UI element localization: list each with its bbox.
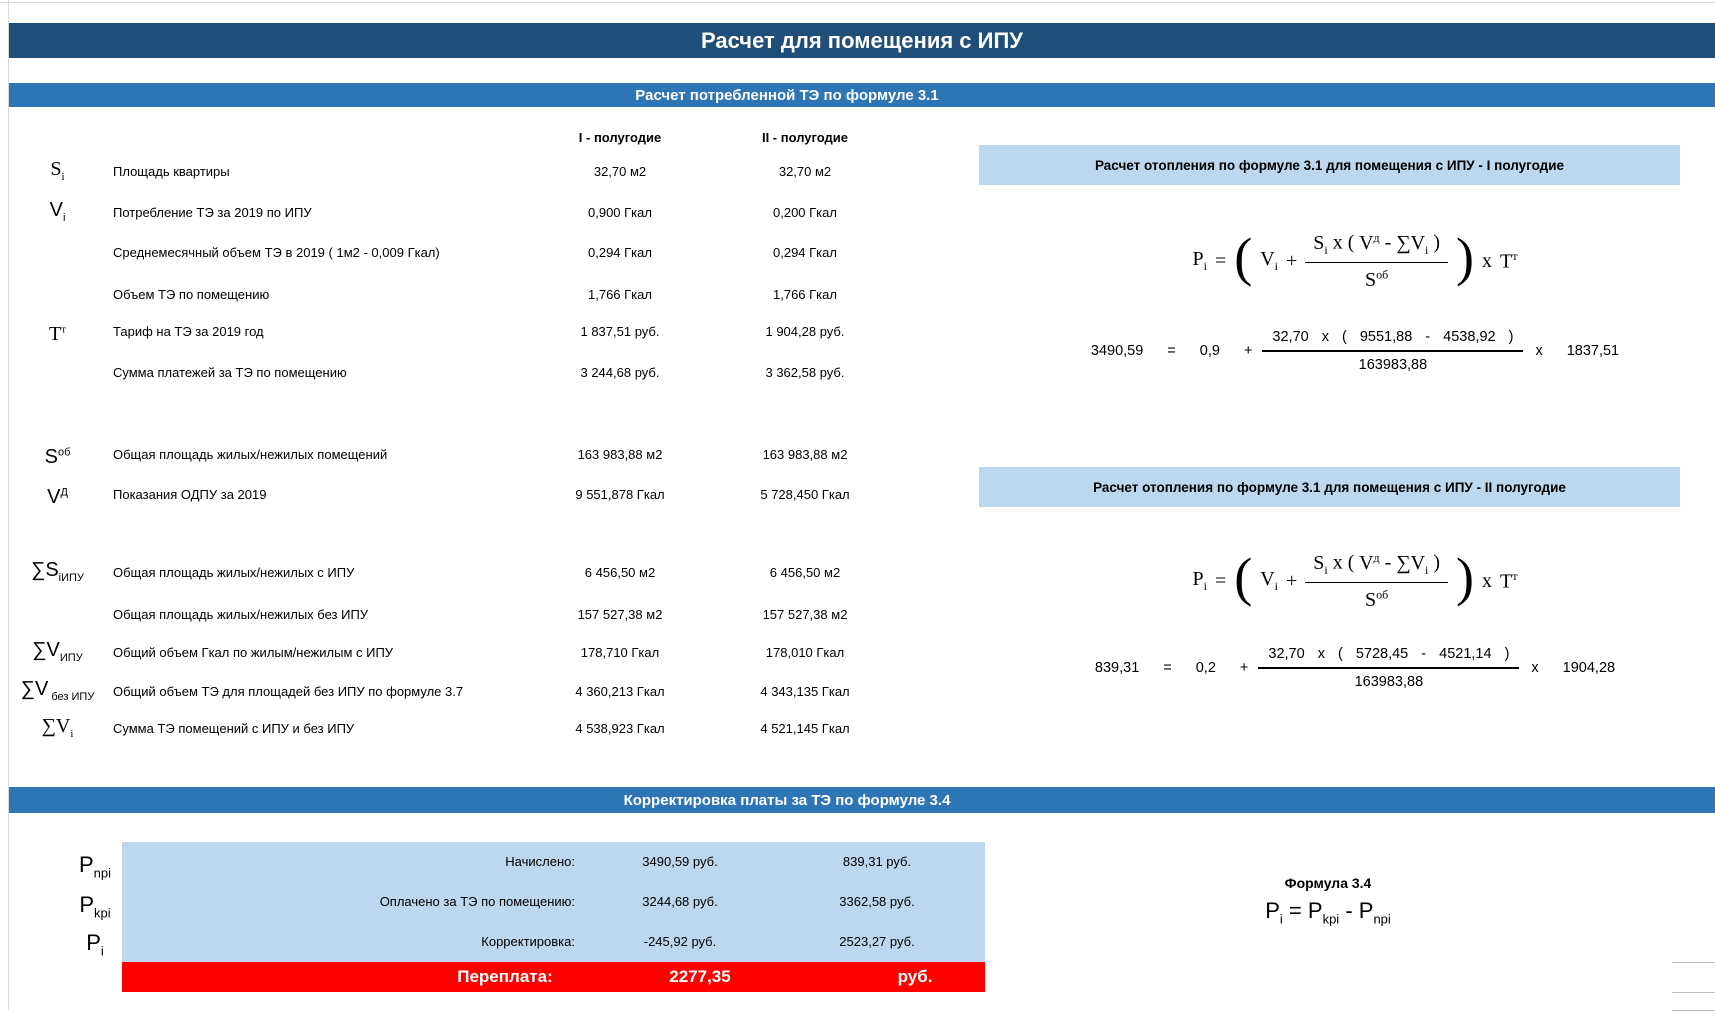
calc1-tariff: 1837,51 [1566, 343, 1620, 359]
row-symbol: $\sum V_i$ [41, 715, 74, 740]
calc-line-h1 [1000, 320, 1710, 382]
table-row [0, 715, 1000, 740]
formula-3-1-rendered-h2: $P_i$ = ( $V_i$ + $S_i$ x ( $V^д - \sum V_i$ ) $S^{об}$ ) x $T^т$ [1192, 547, 1518, 611]
row-label: Тариф на ТЭ за 2019 год [113, 324, 264, 339]
row-symbol: $S^{об}$ [44, 445, 71, 468]
row-value-h2: 6 456,50 м2 [769, 565, 841, 580]
row-label: Общая площадь жилых/нежилых без ИПУ [113, 607, 369, 622]
row-value-h2: 1,766 Гкал [773, 287, 837, 302]
table-row [0, 678, 1000, 703]
adjustment-row-value-h1: -245,92 руб. [643, 934, 717, 949]
column-header-half2: II - полугодие [761, 130, 849, 145]
row-value-h1: 163 983,88 м2 [577, 447, 663, 462]
calc2-v: 0,2 [1195, 660, 1216, 676]
row-value-h2: 5 728,450 Гкал [760, 487, 850, 502]
row-symbol: $T^т$ [48, 322, 67, 345]
row-label: Общий объем ТЭ для площадей без ИПУ по формуле 3.7 [113, 684, 464, 699]
row-value-h2: 178,010 Гкал [765, 645, 845, 660]
row-label: Показания ОДПУ за 2019 [113, 487, 267, 502]
table-row [0, 364, 1000, 382]
adjustment-row-value-h2: 3362,58 руб. [839, 894, 915, 909]
big-paren: ( [1234, 547, 1253, 608]
row-value-h1: 3 244,68 руб. [580, 365, 660, 380]
row-value-h1: 1 837,51 руб. [580, 324, 660, 339]
row-label: Сумма платежей за ТЭ по помещению [113, 365, 347, 380]
page-title: Расчет для помещения с ИПУ [701, 27, 1023, 53]
row-label: Среднемесячный объем ТЭ в 2019 ( 1м2 - 0,009 Гкал) [113, 245, 440, 260]
row-value-h2: 32,70 м2 [778, 164, 832, 179]
row-value-h2: 0,200 Гкал [773, 205, 837, 220]
adjustment-row-label: Начислено: [505, 854, 575, 869]
row-value-h2: 1 904,28 руб. [765, 324, 845, 339]
calc1-result: 3490,59 [1090, 343, 1144, 359]
overpayment-unit: руб. [897, 967, 933, 986]
row-symbol: $\sum V_{ИПУ}$ [32, 639, 83, 664]
column-header-half1: I - полугодие [578, 130, 662, 145]
row-symbol: $S_i$ [50, 158, 65, 183]
row-symbol: $V^Д$ [47, 485, 68, 508]
table-row [0, 559, 1000, 584]
table-row [0, 639, 1000, 664]
row-value-h1: 157 527,38 м2 [577, 607, 663, 622]
adjustment-row-value-h1: 3490,59 руб. [642, 854, 718, 869]
table-row [0, 199, 1000, 224]
row-value-h2: 157 527,38 м2 [762, 607, 848, 622]
row-value-h1: 1,766 Гкал [588, 287, 652, 302]
big-paren: ) [1456, 547, 1475, 608]
formula-3-4-block [1128, 875, 1528, 926]
adjustment-row-value-h2: 839,31 руб. [842, 854, 912, 869]
adjustment-table [122, 842, 985, 962]
row-value-h2: 3 362,58 руб. [765, 365, 845, 380]
symbol-p-kpi: $P_{kpi}$ [79, 892, 111, 921]
adjustment-row-label: Корректировка: [481, 934, 575, 949]
table-row [0, 606, 1000, 624]
gridline-right-segment [1672, 1010, 1715, 1011]
gridline-right-segment [1672, 992, 1715, 993]
row-value-h2: 4 343,135 Гкал [760, 684, 850, 699]
row-value-h2: 0,294 Гкал [773, 245, 837, 260]
calc2-equals: = [1163, 660, 1172, 676]
main-title-bar [9, 23, 1715, 58]
adjustment-row [122, 922, 985, 962]
row-label: Сумма ТЭ помещений с ИПУ и без ИПУ [113, 721, 355, 736]
row-value-h1: 0,900 Гкал [588, 205, 652, 220]
calc1-times: x [1535, 343, 1543, 359]
table-row [0, 485, 1000, 508]
section-2-title-bar [9, 787, 1715, 813]
calc1-equals: = [1167, 343, 1176, 359]
calc1-v: 0,9 [1199, 343, 1220, 359]
calc1-fraction [1262, 329, 1523, 373]
table-row [0, 322, 1000, 345]
big-paren: ( [1234, 227, 1253, 288]
adjustment-row-value-h2: 2523,27 руб. [839, 934, 915, 949]
section-2-title: Корректировка платы за ТЭ по формуле 3.4 [623, 791, 951, 809]
row-value-h1: 0,294 Гкал [588, 245, 652, 260]
formula-3-1-rendered-h1: $P_i$ = ( $V_i$ + $S_i$ x ( $V^д - \sum V_i$ ) $S^{об}$ ) x $T^т$ [1192, 227, 1518, 291]
symbol-p-i: $P_i$ [86, 930, 104, 959]
row-label: Площадь квартиры [113, 164, 230, 179]
calc2-plus: + [1239, 660, 1249, 676]
big-paren: ) [1456, 227, 1475, 288]
row-label: Общая площадь жилых/нежилых с ИПУ [113, 565, 355, 580]
calc2-fraction [1258, 646, 1519, 690]
overpayment-result-band [122, 962, 985, 992]
gridline-right-segment [1672, 962, 1715, 963]
table-row [0, 244, 1000, 262]
row-label: Общая площадь жилых/нежилых помещений [113, 447, 388, 462]
calc2-result: 839,31 [1094, 660, 1140, 676]
formula-3-4-title: Формула 3.4 [1284, 875, 1372, 891]
formula-box-1-header: Расчет отопления по формуле 3.1 для помещения с ИПУ - I полугодие [979, 145, 1680, 185]
adjustment-row-label: Оплачено за ТЭ по помещению: [379, 894, 575, 909]
calc1-numerator: 32,70 x ( 9551,88 - 4538,92 ) [1262, 329, 1523, 352]
row-value-h2: 163 983,88 м2 [762, 447, 848, 462]
formula-3-4-equation: $P_i = P_{kpi} - P_{npi}$ [1265, 898, 1391, 927]
table-row [0, 158, 1000, 183]
row-value-h1: 32,70 м2 [593, 164, 647, 179]
adjustment-row-value-h1: 3244,68 руб. [642, 894, 718, 909]
symbol-p-npi: $P_{npi}$ [78, 852, 112, 881]
calc2-denominator: 163983,88 [1354, 674, 1424, 690]
calc1-plus: + [1243, 343, 1253, 359]
row-value-h1: 4 538,923 Гкал [575, 721, 665, 736]
row-value-h2: 4 521,145 Гкал [760, 721, 850, 736]
row-label: Общий объем Гкал по жилым/нежилым с ИПУ [113, 645, 394, 660]
calc2-numerator: 32,70 x ( 5728,45 - 4521,14 ) [1258, 646, 1519, 669]
row-value-h1: 9 551,878 Гкал [575, 487, 665, 502]
overpayment-value: 2277,35 [669, 967, 731, 986]
gridline-top [0, 2, 1715, 3]
calc2-times: x [1531, 660, 1539, 676]
row-label: Объем ТЭ по помещению [113, 287, 270, 302]
calc1-denominator: 163983,88 [1358, 357, 1428, 373]
table-row [0, 286, 1000, 304]
row-value-h1: 4 360,213 Гкал [575, 684, 665, 699]
row-symbol: $\sum S_{iИПУ}$ [31, 559, 84, 584]
row-symbol: $V_i$ [49, 199, 66, 224]
adjustment-row [122, 842, 985, 882]
formula-box-2-header: Расчет отопления по формуле 3.1 для помещения с ИПУ - II полугодие [979, 467, 1680, 507]
row-label: Потребление ТЭ за 2019 по ИПУ [113, 205, 312, 220]
row-symbol: ∑V $_{без ИПУ}$ [20, 678, 95, 703]
section-1-title: Расчет потребленной ТЭ по формуле 3.1 [635, 86, 939, 104]
table-row [0, 445, 1000, 468]
row-value-h1: 178,710 Гкал [580, 645, 660, 660]
overpayment-label: Переплата: [457, 967, 553, 986]
adjustment-row [122, 882, 985, 922]
calc2-tariff: 1904,28 [1562, 660, 1616, 676]
row-value-h1: 6 456,50 м2 [584, 565, 656, 580]
calc-line-h2 [1000, 637, 1710, 699]
section-1-title-bar [9, 83, 1715, 107]
